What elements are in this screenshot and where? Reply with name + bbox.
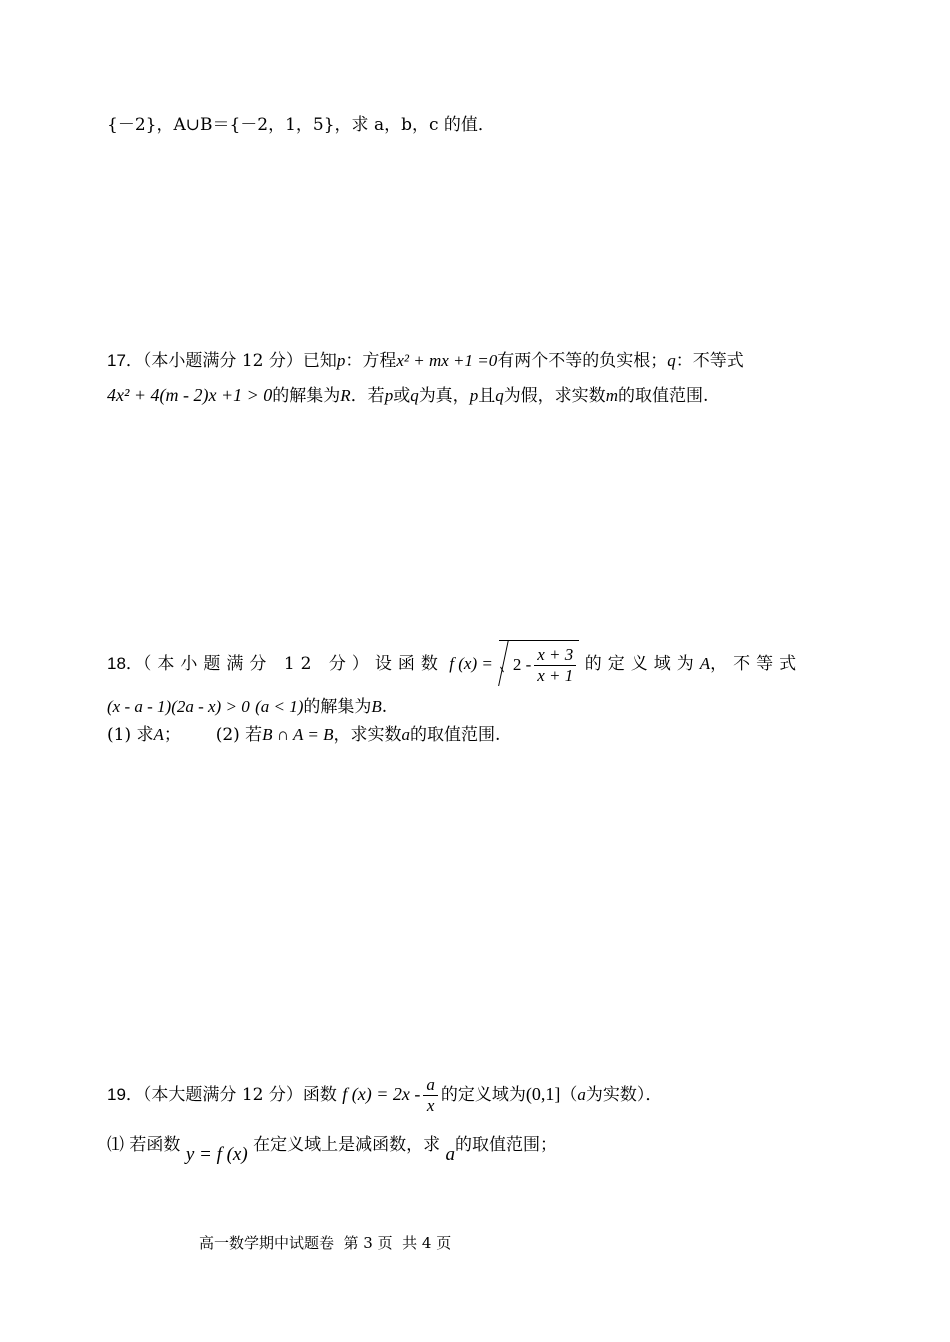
q17-var-q: q [667,351,676,370]
q19-text: （ [560,1085,578,1105]
q19-text: 的定义域为 [440,1085,526,1105]
q18-fraction-numerator: x + 3 [534,645,576,666]
q17-inequality: 4x² + 4(m - 2)x +1 > 0 [107,385,273,405]
q18-line-2 [107,696,387,718]
q18-text: ，不等式 [710,654,803,674]
q18-text: 的取值范围. [409,725,501,745]
top-line-text: {－2}，A∪B＝{－2，1，5}，求 a，b，c 的值． [107,115,495,135]
q19-fraction-denominator: x [426,1096,435,1115]
footer-text: 高一数学期中试题卷 第 3 页 共 4 页 [199,1234,452,1252]
q17-var-p: p [384,386,394,405]
q17-var-q: q [410,386,419,405]
q18-fraction-denominator: x + 1 [537,666,574,685]
q18-sqrt-constant: 2 - [512,655,532,674]
q17-line-1 [107,350,744,372]
q17-text: 已知 [302,351,337,371]
q18-set-expression: B ∩ A = B [262,725,334,744]
q18-var-a: a [401,725,410,744]
q18-sqrt [499,640,579,689]
q18-condition: (a < 1) [255,697,304,716]
q17-line-2 [107,384,708,407]
q18-inequality: (x - a - 1)(2a - x) > 0 [107,697,250,716]
page-footer [199,1232,451,1253]
q17-text: 的解集为 [272,386,341,406]
q17-text: 为假，求实数 [503,386,606,406]
q17-text: 或 [393,386,411,406]
q17-var-q: q [495,386,504,405]
q18-text: 的解集为 [303,697,372,717]
q17-var-p: p [469,386,479,405]
q19-fraction-numerator: a [423,1075,438,1096]
q18-function-def: f (x) = [449,654,493,673]
q17-number: 17． [107,351,143,370]
q19-text: 在定义域上是减函数，求 [253,1135,441,1155]
q19-text: 的取值范围； [455,1135,557,1155]
q19-text: 函数 [302,1085,337,1105]
q17-text: 且 [478,386,496,406]
q17-text: ．若 [350,386,385,406]
q19-var-a: a [445,1144,455,1165]
q18-text: ，求实数 [333,725,402,745]
q19-domain: (0,1] [525,1084,561,1104]
q17-text: 为真， [418,386,470,406]
q17-text: ：方程 [345,351,397,371]
q18-var-B: B [371,697,382,716]
q19-line-1 [107,1070,662,1119]
q18-text: ； [163,725,181,745]
q17-score: （本小题满分 12 分） [142,351,303,371]
top-line [107,114,495,136]
q18-number: 18． [107,654,143,673]
q17-text: 的取值范围. [617,386,709,406]
q18-line-1 [107,640,802,689]
q19-line-2 [107,1128,557,1165]
q18-fraction [534,645,576,686]
q17-var-m: m [605,386,618,405]
q18-text: 设函数 [374,654,444,674]
q19-score: （本大题满分 12 分） [142,1085,303,1105]
q17-equation: x² + mx +1 =0 [396,351,498,370]
q18-line-3 [107,724,500,746]
q19-var-a: a [577,1085,586,1104]
q17-var-p: p [336,351,346,370]
q19-part1: ⑴ 若函数 [107,1135,181,1155]
q19-function-y: y = f (x) [185,1144,248,1165]
q18-part1: (1) 求 [107,725,154,745]
q18-var-A: A [153,725,164,744]
q18-text: 的定义域为 [584,654,700,674]
q17-var-R: R [340,386,351,405]
q19-text: 为实数）． [585,1085,663,1105]
q19-fraction [423,1075,438,1116]
q17-text: ：不等式 [675,351,744,371]
q18-score: （本小题满分 12 分） [142,654,375,674]
q18-text: . [381,697,388,717]
q18-var-A: A [699,654,711,673]
q19-function-def: f (x) = 2x - [342,1084,421,1104]
q17-text: 有两个不等的负实根； [497,351,668,371]
q18-part2: (2) 若 [215,725,263,745]
q19-number: 19． [107,1085,143,1104]
